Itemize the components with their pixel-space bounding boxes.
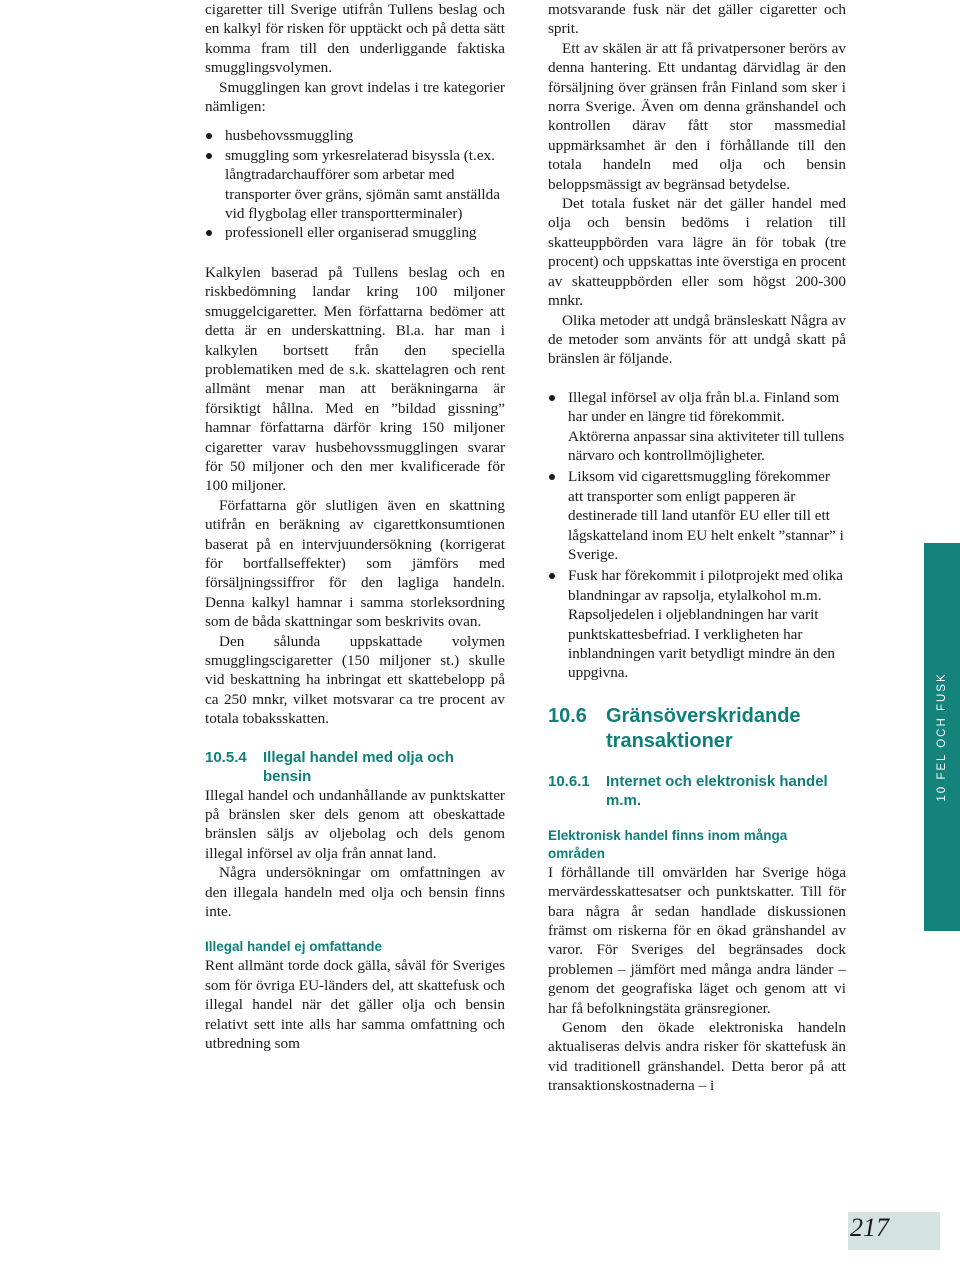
olja-paragraph-2: Några undersökningar om omfattningen av den illegala handeln med olja och bensin finns inte. [205, 864, 505, 921]
metoder-paragraph: Olika metoder att undgå bränsleskatt Några av de metoder som använts för att undgå skatt på bränslen är följande. [548, 311, 846, 368]
skal-paragraph: Ett av skälen är att få privatpersoner berörs av denna hantering. Ett undantag därvidlag är den försäljning över gränsen från Finland som sker i norra Sverige. Även om denna gränshandel och kontrollen därav fått stor massmedial uppmärksamhet är den i förhållande till den totala handeln med olja och bensin beloppsmässigt av begränsad betydelse. [548, 39, 846, 193]
bullet-icon [549, 474, 555, 480]
page-number-box [848, 1212, 940, 1250]
chapter-side-tab [924, 543, 960, 931]
right-column [548, 0, 846, 1096]
fuel-methods-list [548, 388, 846, 683]
list-item: Illegal införsel av olja från bl.a. Finland som har under en längre tid förekommit. Aktörerna anpassar sina aktiviteter till tullens närvaro och kontrollmöjligheter. [548, 388, 846, 466]
okade-paragraph: Genom den ökade elektroniska handeln aktualiseras delvis andra risker för skattefusk än vid traditionell gränshandel. Detta beror på att transaktionskostnaderna – i [548, 1019, 846, 1095]
section-number: 10.6.1 [548, 772, 590, 790]
minor-heading: Elektronisk handel finns inom många områden [548, 827, 788, 861]
sammanfattning-paragraph: Den sålunda uppskattade volymen smugglingscigaretter (150 miljoner st.) skulle vid beskattning ha inbringat ett skattebelopp på ca 250 mnkr, vilket motsvarar ca tre procent av totala tobaksskatten. [205, 632, 505, 728]
section-title: Gränsöverskridande transaktioner [606, 704, 801, 752]
left-column [205, 0, 505, 1054]
page-number: 217 [850, 1213, 889, 1242]
continued-paragraph: motsvarande fusk när det gäller cigaretter och sprit. [548, 1, 846, 38]
forfattarna-paragraph: Författarna gör slutligen även en skattning utifrån en beräkning av cigarettkonsumtionen baserat på en intervjuundersökning (korrigerat för bortfallseffekter) som jämförs med försäljningssiffror för den lagliga handeln. Denna kalkyl hamnar i samma storleksordning som de båda skattningar som beskrivits ovan. [205, 496, 505, 631]
ej-omfattande-paragraph: Rent allmänt torde dock gälla, såväl för Sveriges som för övriga EU-länders del, att skattefusk och illegal handel när det gäller olja och bensin relativt sett inte alls har samma omfattning och utbredning som [205, 957, 505, 1053]
smuggling-categories-list [205, 126, 505, 242]
kalkyl-paragraph: Kalkylen baserad på Tullens beslag och en riskbedömning landar kring 100 miljoner smuggelcigaretter. Men författarna bedömer att detta är en underskattning. Bl.a. har man i kalkylen bortsett från den speciella problematiken med de s.k. skattelagren och rent allmänt menar man att beräkningarna är försiktigt hållna. Med en ”bildad gissning” hamnar författarna därför kring 150 miljoner cigaretter varav husbehovssmugglingen svarar för 50 miljoner och den mer kvalificerade för 100 miljoner. [205, 263, 505, 495]
section-number: 10.5.4 [205, 748, 247, 766]
chapter-label: 10 FEL OCH FUSK [936, 672, 948, 802]
list-item: Fusk har förekommit i pilotprojekt med olika blandningar av rapsolja, etylalkohol m.m. Rapsoljedelen i oljeblandningen har varit punktskattesbefriad. I verkligheten har inblandningen varit betydligt mindre än den uppgivna. [548, 566, 846, 682]
bullet-icon [206, 133, 212, 139]
bullet-icon [549, 573, 555, 579]
minor-heading: Illegal handel ej omfattande [205, 939, 383, 955]
olja-paragraph-1: Illegal handel och undanhållande av punktskatter på bränslen sker dels genom att obeskattade bränslen säljs av oljebolag och dels genom illegal införsel av olja från annat land. [205, 786, 505, 862]
section-title: Illegal handel med olja och bensin [263, 748, 454, 785]
categories-intro: Smugglingen kan grovt indelas i tre kategorier nämligen: [205, 78, 505, 116]
omvarlden-paragraph: I förhållande till omvärlden har Sverige höga mervärdesskattesatser och punktskatter. Till för bara några år sedan handlade diskussionen främst om riskerna för en ökad gränshandel av varor. För Sveriges del begränsades dock problemen – jämfört med många andra länder – genom det geografiska läget och genom att vi har få befolkningstäta gränsregioner. [548, 863, 846, 1017]
section-heading-10-5-4 [205, 748, 505, 786]
section-number: 10.6 [548, 704, 587, 727]
bullet-icon [206, 153, 212, 159]
section-title: Internet och elektronisk handel m.m. [606, 772, 828, 809]
list-item: husbehovssmuggling [205, 126, 505, 145]
list-item: professionell eller organiserad smuggling [205, 223, 505, 242]
bullet-icon [206, 230, 212, 236]
list-item: smuggling som yrkesrelaterad bisyssla (t.ex. långtradarchaufförer som arbetar med transporter över gräns, sjömän samt anställda vid flygbolag eller transportterminaler) [205, 146, 505, 224]
list-item: Liksom vid cigarettsmuggling förekommer att transporter som enligt papperen är destinerade till land utanför EU eller till ett lågskatteland inom EU helt enkelt ”stannar” i Sverige. [548, 467, 846, 564]
bullet-icon [549, 395, 555, 401]
intro-paragraph: cigaretter till Sverige utifrån Tullens beslag och en kalkyl för risken för upptäckt och på detta sätt komma fram till den underliggande faktiska smugglingsvolymen. [205, 1, 505, 77]
section-heading-10-6-1 [548, 772, 846, 810]
section-heading-10-6 [548, 704, 846, 754]
fusket-paragraph: Det totala fusket när det gäller handel med olja och bensin bedöms i relation till skatteuppbörden vara lägre än för tobak (tre procent) och uppskattas inte överstiga en procent av skatteuppbörden eller som högst 200-300 mnkr. [548, 195, 846, 310]
